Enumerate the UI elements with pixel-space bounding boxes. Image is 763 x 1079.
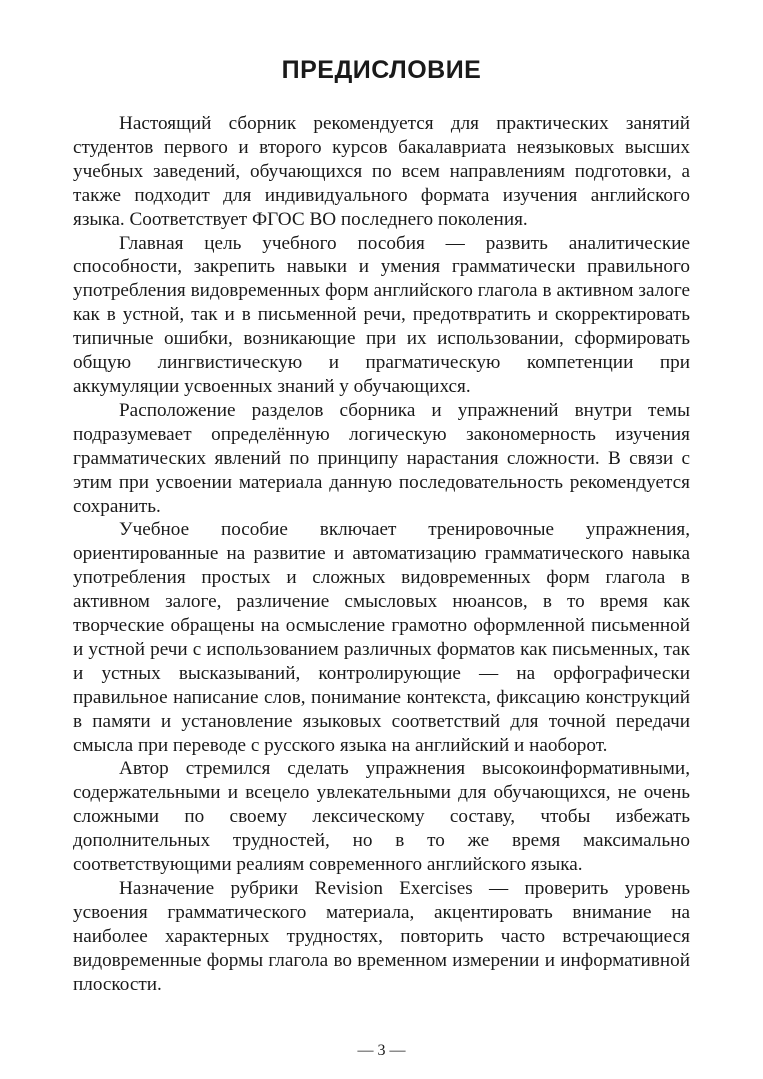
paragraph-3: Расположение разделов сборника и упражнений внутри темы подразумевает определённую логическую закономерность изучения грамматических явлений по принципу нарастания сложности. В связи с этим при усвоении материала данную последовательность рекомендуется сохранить. [73, 399, 690, 517]
body-text [73, 112, 690, 997]
paragraph-6: Назначение рубрики Revision Exercises — проверить уровень усвоения грамматического материала, акцентировать внимание на наиболее характерных трудностях, повторить часто встречающиеся видовременные формы глагола во временном измерении и информативной плоскости. [73, 878, 690, 995]
paragraph-4: Учебное пособие включает тренировочные упражнения, ориентированные на развитие и автоматизацию грамматического навыка употребления простых и сложных видовременных форм глагола в активном залоге, различение смысловых нюансов, в то время как творческие обращены на осмысление грамотно оформленной письменной и устной речи с использованием различных форматов как письменных, так и устных высказываний, контролирующие — на орфографически правильное написание слов, понимание контекста, фиксацию конструкций в памяти и установление языковых соответствий для точной передачи смысла при переводе с русского языка на английский и наоборот. [73, 519, 690, 756]
page-title: ПРЕДИСЛОВИЕ [281, 56, 482, 84]
paragraph-5: Автор стремился сделать упражнения высокоинформативными, содержательными и всецело увлекательными для обучающихся, не очень сложными по своему лексическому составу, чтобы избежать дополнительных трудностей, но в то же время максимально соответствующими реалиям современного английского языка. [73, 758, 690, 876]
paragraph-1: Настоящий сборник рекомендуется для практических занятий студентов первого и второго курсов бакалавриата неязыковых высших учебных заведений, обучающихся по всем направлениям подготовки, а также подходит для индивидуального формата изучения английского языка. Соответствует ФГОС ВО последнего поколения. [73, 113, 690, 230]
paragraph-2: Главная цель учебного пособия — развить аналитические способности, закрепить навыки и умения грамматически правильного употребления видовременных форм английского глагола в активном залоге как в устной, так и в письменной речи, предотвратить и скорректировать типичные ошибки, возникающие при их использовании, сформировать общую лингвистическую и прагматическую компетенции при аккумуляции усвоенных знаний у обучающихся. [73, 232, 690, 397]
page-number: — 3 — [357, 1042, 406, 1059]
